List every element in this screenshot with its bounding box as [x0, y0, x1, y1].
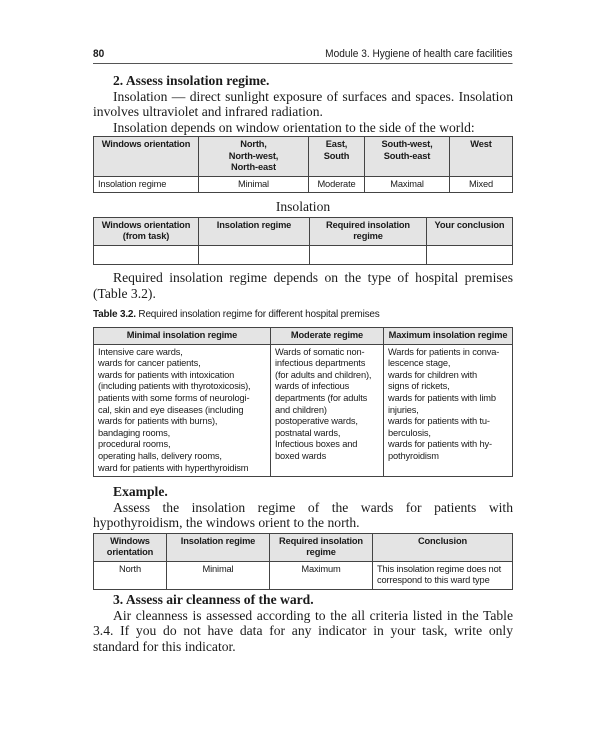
header-cell: Windows orientation — [94, 137, 199, 177]
empty-cell — [427, 246, 513, 265]
table-row — [94, 344, 513, 477]
caption-text: Required insolation regime for different hospital premises — [135, 309, 380, 321]
header-cell: Your conclusion — [427, 217, 513, 245]
table-header-row — [94, 328, 513, 345]
table-cell: Wards for patients in conva- lescence stage, wards for children with signs of rickets, wards for patients with limb injuries, wards for patients with tu- berculosis, wards for patients with hy- pothyroidism — [384, 344, 513, 477]
example-heading: Example. — [113, 484, 168, 500]
orientation-table — [93, 136, 513, 193]
header-cell: Insolation regime — [167, 533, 270, 561]
paragraph: Assess the insolation regime of the wards for patients with hypothyroidism, the windows orient to the north. — [93, 499, 513, 531]
page-number: 80 — [93, 48, 105, 60]
table-cell: Minimal — [199, 176, 309, 193]
table-cell: Intensive care wards, wards for cancer patients, wards for patients with intoxication (including patients with thyrotoxicosis), patients with some forms of neurologi- cal, skin and eye diseases (including wards for patients with burns), bandaging rooms, procedural rooms, operating halls, delivery rooms, ward for patients with hyperthyroidism — [94, 344, 271, 477]
header-cell: Required insolation regime — [270, 533, 373, 561]
table-header-row — [94, 137, 513, 177]
table-header-row — [94, 217, 513, 245]
header-cell: West — [450, 137, 513, 177]
empty-cell — [94, 246, 199, 265]
running-header — [93, 48, 513, 64]
paragraph: Required insolation regime depends on the type of hospital premises (Table 3.2). — [93, 270, 513, 301]
table-header-row — [94, 533, 513, 561]
table-row — [94, 561, 513, 589]
running-title: Module 3. Hygiene of health care facilities — [325, 48, 513, 60]
header-cell: Maximum insolation regime — [384, 328, 513, 345]
table-cell: Maximal — [365, 176, 450, 193]
header-cell: Moderate regime — [271, 328, 384, 345]
paragraph: Air cleanness is assessed according to the all criteria listed in the Table 3.4. If you do not have data for any indicator in your task, write only standard for this indicator. — [93, 607, 513, 654]
header-cell: East, South — [309, 137, 365, 177]
table-cell: Minimal — [167, 561, 270, 589]
table-cell: Wards of somatic non- infectious departments (for adults and children), wards of infectious departments (for adults and children) postoperative wards, postnatal wards, Infectious boxes and boxed wards — [271, 344, 384, 477]
table-row — [94, 176, 513, 193]
table-row — [94, 246, 513, 265]
header-cell: Minimal insolation regime — [94, 328, 271, 345]
empty-cell — [199, 246, 310, 265]
header-cell: Windows orientation (from task) — [94, 217, 199, 245]
section-heading: 3. Assess air cleanness of the ward. — [113, 592, 314, 608]
header-cell: Windows orientation — [94, 533, 167, 561]
table-caption — [93, 309, 513, 320]
table-cell: This insolation regime does not correspond to this ward type — [373, 561, 513, 589]
empty-cell — [310, 246, 427, 265]
insolation-worksheet-table — [93, 217, 513, 265]
header-cell: Required insolation regime — [310, 217, 427, 245]
paragraph: Insolation — direct sunlight exposure of surfaces and spaces. Insolation involves ultraviolet and infrared radiation. — [93, 88, 513, 119]
header-cell: Conclusion — [373, 533, 513, 561]
example-table — [93, 533, 513, 590]
caption-label: Table 3.2. — [93, 309, 136, 321]
table-cell: Insolation regime — [94, 176, 199, 193]
paragraph: Insolation depends on window orientation to the side of the world: — [113, 119, 475, 135]
header-cell: North, North-west, North-east — [199, 137, 309, 177]
header-cell: Insolation regime — [199, 217, 310, 245]
section-heading: 2. Assess insolation regime. — [113, 73, 270, 88]
document-page — [93, 48, 513, 654]
table-cell: North — [94, 561, 167, 589]
table-title: Insolation — [275, 199, 331, 215]
table-cell: Moderate — [309, 176, 365, 193]
required-regime-table — [93, 327, 513, 477]
table-cell: Maximum — [270, 561, 373, 589]
table-cell: Mixed — [450, 176, 513, 193]
header-cell: South-west, South-east — [365, 137, 450, 177]
